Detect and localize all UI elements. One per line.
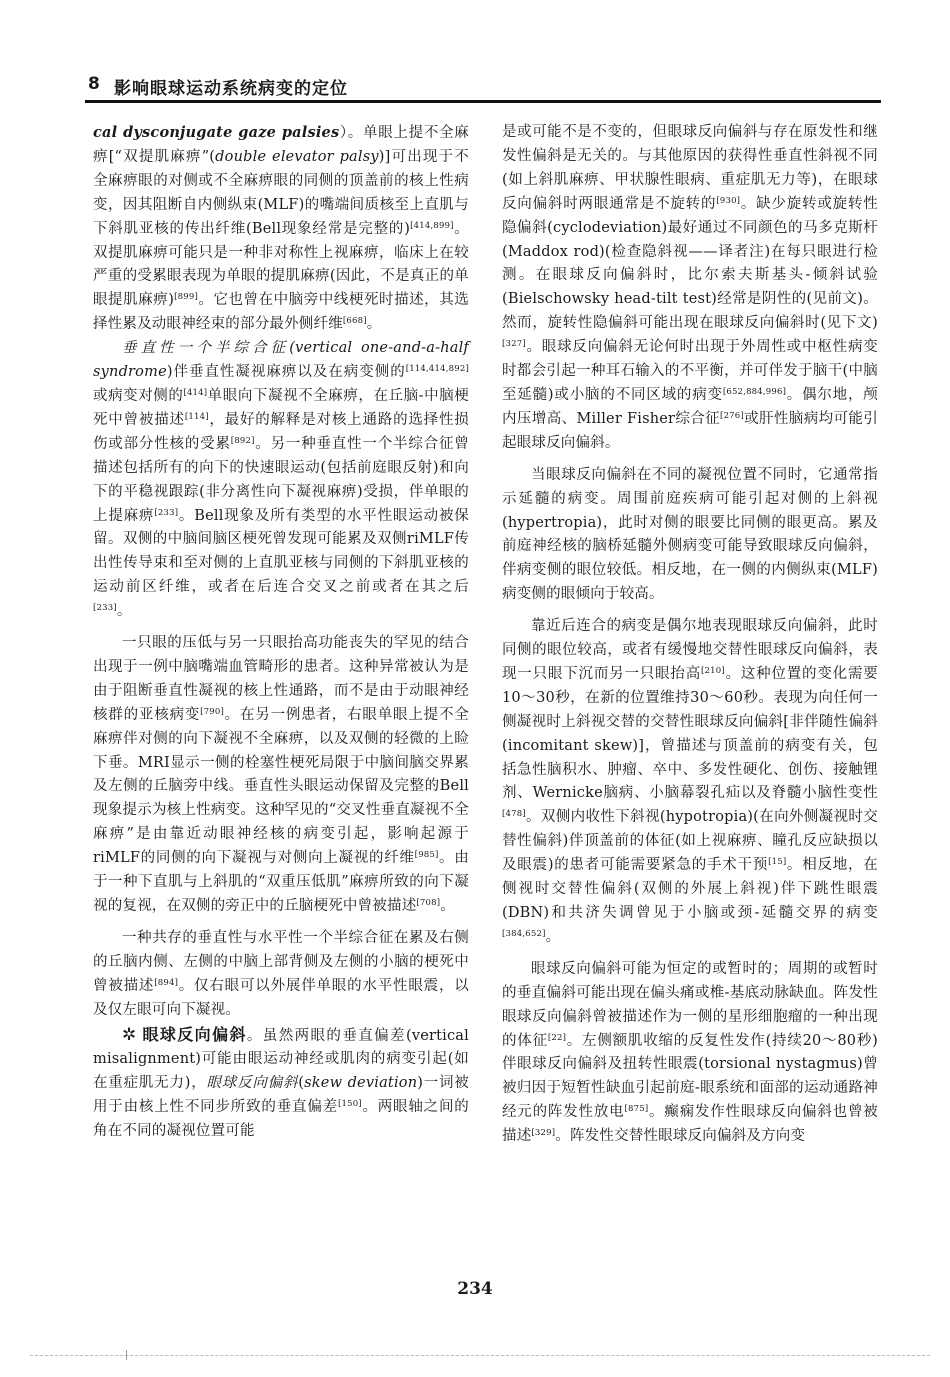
text: 。	[116, 603, 132, 620]
text: 。另一种垂直性一个半综合征曾描述包括所有的向下的快速眼运动(包括前庭眼反射)和向下的平稳视跟踪(非分离性向下凝视麻痹)受损，伴单眼的上提麻痹	[93, 435, 469, 524]
citation: [414]	[183, 387, 208, 398]
text: 或肝性脑病均可能引起眼球反向偏斜。	[502, 410, 878, 451]
text: 单眼向下凝视不全麻痹，在丘脑-中脑梗死中曾被描述	[93, 387, 469, 428]
text: 靠近后连合的病变是偶尔地表现眼球反向偏斜，此时同侧的眼位较高，或者有缓慢地交替性眼球反向偏斜，表现一只眼下沉而另一只眼抬高	[502, 618, 878, 682]
page-number: 234	[457, 1279, 493, 1299]
citation: [708]	[416, 898, 441, 908]
text: 。	[366, 316, 382, 333]
citation: [478]	[502, 809, 526, 820]
citation: [985]	[414, 850, 439, 861]
text: 眼球反向偏斜可能为恒定的或暂时的；周期的或暂时的垂直偏斜可能出现在偏头痛或椎-基底动脉缺血。阵发性眼球反向偏斜曾被描述作为一侧的星形细胞瘤的一种出现的体征	[502, 960, 878, 1049]
citation: [384,652]	[502, 928, 546, 939]
text: 。两眼轴之间的角在不同的凝视位置可能	[93, 1099, 469, 1140]
citation: [233]	[93, 603, 117, 614]
citation: [114]	[184, 411, 209, 422]
text: 或病变对侧的	[93, 387, 184, 404]
paragraph	[93, 121, 469, 337]
citation: [899]	[174, 292, 198, 303]
text: 。眼球反向偏斜无论何时出现于外周性或中枢性病变时都会引起一种耳石输入的不平衡，并可伴发于脑干(中脑至延髓)或小脑的不同区域的病变	[502, 339, 878, 403]
text: 。癫痫发作性眼球反向偏斜也曾被描述	[502, 1104, 878, 1145]
section-heading: 眼球反向偏斜	[142, 1024, 247, 1044]
text: 。虽然两眼的垂直偏差(vertical misalignment)可能由眼运动神经或肌肉的病变引起(如在重症肌无力)，	[93, 1027, 469, 1092]
text: 。仅右眼可以外展伴单眼的水平性眼震，以及仅左眼可向下凝视。	[93, 977, 469, 1018]
text: )一词被用于由核上性不同步所致的垂直偏差	[93, 1075, 469, 1116]
chapter-title: 影响眼球运动系统病变的定位	[114, 79, 348, 99]
scan-edge-line	[30, 1355, 930, 1356]
citation: [894]	[154, 977, 179, 988]
citation: [276]	[720, 410, 744, 421]
citation: [875]	[624, 1104, 649, 1115]
citation: [233]	[154, 507, 179, 518]
text: 一种共存的垂直性与水平性一个半综合征在累及右侧的丘脑内侧、左侧的中脑上部背侧及左侧的小脑的梗死中曾被描述	[93, 929, 469, 994]
text: )]可出现于不全麻痹眼的对侧或不全麻痹眼的同侧的顶盖前的核上性病变，因其阻断自内侧纵束(MLF)的嘴端间质核至上直肌与下斜肌亚核的传出纤维(Bell现象经常是完整的)	[93, 148, 470, 237]
paragraph	[93, 632, 469, 919]
text: )伴垂直性凝视麻痹以及在病变侧的	[166, 364, 406, 381]
text: 当眼球反向偏斜在不同的凝视位置不同时，它通常指示延髓的病变。周围前庭疾病可能引起对侧的上斜视(hypertropia)，此时对侧的眼要比同侧的眼更高。累及前庭神经核的脑桥延髓外侧病变可能导致眼球反向偏斜，伴病变侧的眼位较低。相反地，在一侧的内侧纵束(MLF)病变侧的眼倾向于较高。	[502, 466, 878, 603]
paragraph	[502, 958, 878, 1149]
citation: [930]	[716, 195, 741, 206]
text: 。双提肌麻痹可能只是一种非对称性上视麻痹，临床上在较严重的受累眼表现为单眼的提肌麻痹(因此，不是真正的单眼提肌麻痹)	[93, 220, 470, 309]
text: 。左侧额肌收缩的反复性发作(持续20～80秒)伴眼球反向偏斜及扭转性眼震(torsional nystagmus)曾被归因于短暂性缺血引起前庭-眼系统和面部的运动通路神经元的阵发性放电	[502, 1032, 878, 1121]
text: 。这种位置的变化需要10～30秒，在新的位置维持30～60秒。表现为向任何一侧凝视时上斜视交替的交替性眼球反向偏斜[非伴随性偏斜(incomitant skew)]，曾描述与顶盖前的病变有关，包括急性脑积水、肿瘤、卒中、多发性硬化、创伤、接触锂剂、Wernicke脑病、小脑幕裂孔疝以及脊髓小脑性变性	[502, 665, 878, 802]
citation: [114,414,892]	[405, 364, 469, 375]
running-header	[88, 66, 878, 100]
text: 。双侧内收性下斜视(hypotropia)(在向外侧凝视时交替性偏斜)伴顶盖前的体征(如上视麻痹、瞳孔反应缺损以及眼震)的患者可能需要紧急的手术干预	[502, 809, 878, 874]
text: (	[298, 1075, 305, 1092]
right-column	[502, 121, 878, 1149]
paragraph	[502, 615, 878, 950]
text: 。阵发性交替性眼球反向偏斜及方向变	[555, 1128, 806, 1145]
citation: [327]	[502, 339, 526, 350]
citation: [150]	[337, 1099, 362, 1110]
citation: [15]	[768, 857, 787, 868]
text: 。	[545, 928, 561, 945]
scan-edge-tick	[126, 1350, 127, 1360]
term: 垂直性一个半综合征(	[122, 340, 296, 357]
citation: [668]	[342, 316, 367, 327]
text: 。相反地，在侧视时交替性偏斜(双侧的外展上斜视)伴下跳性眼震(DBN)和共济失调曾见于小脑或颈-延髓交界的病变	[502, 857, 878, 921]
citation: [210]	[701, 665, 725, 676]
citation: [414,899]	[410, 220, 454, 231]
term: skew deviation	[304, 1075, 418, 1092]
text: ）。单眼上提不全麻痹[“双提肌麻痹”(	[93, 125, 469, 165]
paragraph	[502, 121, 878, 456]
text: 。Bell现象及所有类型的水平性眼运动被保留。双侧的中脑间脑区梗死曾发现可能累及双侧riMLF传出性传导束和至对侧的上直肌亚核与同侧的下斜肌亚核的运动前区纤维，或者在后连合交叉之前或者在其之后	[93, 507, 469, 596]
chapter-number: 8	[88, 74, 100, 94]
text: 。缺少旋转或旋转性隐偏斜(cyclodeviation)最好通过不同颜色的马多克斯杆(Maddox rod)(检查隐斜视——译者注)在每只眼进行检测。在眼球反向偏斜时，比尔索夫斯基头-倾斜试验(Bielschowsky head-tilt test)经常是阴性的(见前文)。然而，旋转性隐偏斜可能出现在眼球反向偏斜时(见下文)	[502, 195, 878, 332]
text: 。在另一例患者，右眼单眼上提不全麻痹伴对侧的向下凝视不全麻痹，以及双侧的轻微的上睑下垂。MRI显示一侧的栓塞性梗死局限于中脑间脑交界累及左侧的丘脑旁中线。垂直性头眼运动保留及完整的Bell现象提示为核上性病变。这种罕见的“交叉性垂直凝视不全麻痹”是由靠近动眼神经核的病变引起，影响起源于riMLF的同侧的向下凝视与对侧向上凝视的纤维	[93, 706, 469, 867]
header-rule	[85, 100, 881, 103]
citation: [652,884,996]	[722, 386, 787, 397]
citation: [329]	[531, 1128, 556, 1139]
left-column	[93, 121, 469, 1144]
text: 。它也曾在中脑旁中线梗死时描述，其选择性累及动眼神经束的部分最外侧纤维	[93, 292, 469, 333]
text: ，最好的解释是对核上通路的选择性损伤或部分性核的受累	[93, 411, 470, 452]
paragraph	[93, 337, 469, 624]
paragraph	[93, 927, 469, 1023]
text: 。由于一种下直肌与上斜肌的“双重压低肌”麻痹所致的向下凝视的复视，在双侧的旁正中的丘脑梗死中曾被描述	[93, 850, 469, 914]
paragraph	[93, 1023, 469, 1145]
citation: [790]	[200, 706, 225, 717]
text: 。偶尔地，颅内压增高、Miller Fisher综合征	[502, 386, 879, 427]
text: 一只眼的压低与另一只眼抬高功能丧失的罕见的结合出现于一例中脑嘴端血管畸形的患者。这种异常被认为是由于阻断垂直性凝视的核上性通路，而不是由于动眼神经核群的亚核病变	[93, 635, 469, 723]
term: vertical one-and-a-half syndrome	[93, 340, 470, 381]
paragraph	[502, 464, 878, 607]
lead-term: cal dysconjugate gaze palsies	[93, 124, 340, 141]
term: 眼球反向偏斜	[206, 1075, 299, 1092]
section-marker-icon: ✲	[122, 1024, 137, 1045]
citation: [22]	[547, 1032, 567, 1043]
text: 。	[440, 898, 455, 914]
citation: [892]	[230, 435, 255, 446]
text: 是或可能不是不变的，但眼球反向偏斜与存在原发性和继发性偏斜是无关的。与其他原因的获得性垂直性斜视不同(如上斜肌麻痹、甲状腺性眼病、重症肌无力等)，在眼球反向偏斜时两眼通常是不旋转的	[502, 124, 878, 212]
term: double elevator palsy	[215, 148, 379, 165]
